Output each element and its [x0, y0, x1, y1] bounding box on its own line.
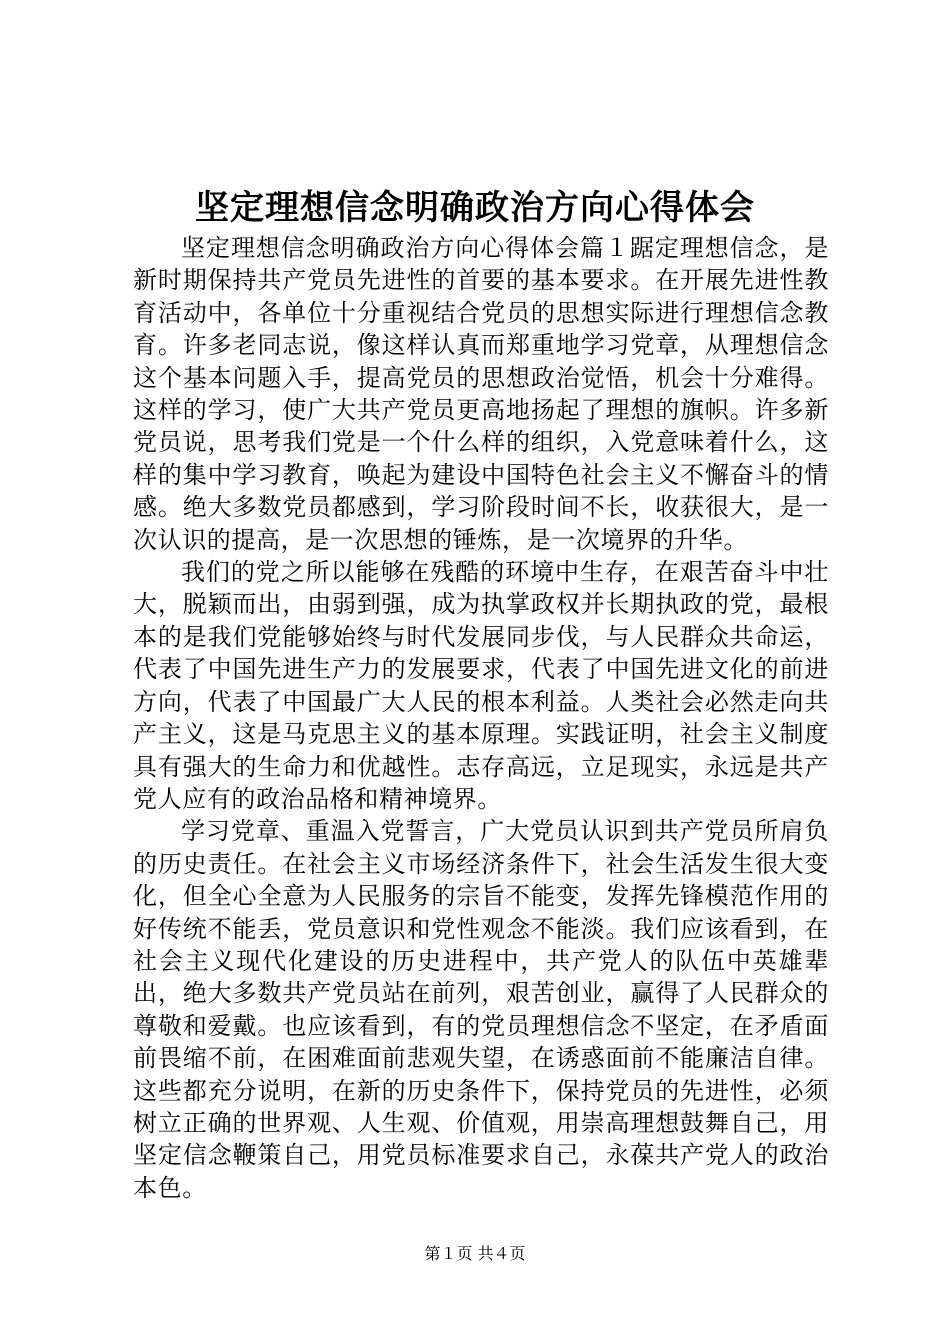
paragraph-2: 我们的党之所以能够在残酷的环境中生存，在艰苦奋斗中壮大，脱颖而出，由弱到强，成为执掌政权并长期执政的党，最根本的是我们党能够始终与时代发展同步伐，与人民群众共命运，代表了中国先进生产力的发展要求，代表了中国先进文化的前进方向，代表了中国最广大人民的根本利益。人类社会必然走向共产主义，这是马克思主义的基本原理。实践证明，社会主义制度具有强大的生命力和优越性。志存高远，立足现实，永远是共产党人应有的政治品格和精神境界。 [133, 558, 829, 813]
document-title: 坚定理想信念明确政治方向心得体会 [195, 188, 755, 228]
paragraph-1: 坚定理想信念明确政治方向心得体会篇１踞定理想信念，是新时期保持共产党员先进性的首要的基本要求。在开展先进性教育活动中，各单位十分重视结合党员的思想实际进行理想信念教育。许多老同志说，像这样认真而郑重地学习党章，从理想信念这个基本问题入手，提高党员的思想政治觉悟，机会十分难得。这样的学习，使广大共产党员更高地扬起了理想的旗帜。许多新党员说，思考我们党是一个什么样的组织，入党意味着什么，这样的集中学习教育，唤起为建设中国特色社会主义不懈奋斗的情感。绝大多数党员都感到，学习阶段时间不长，收获很大，是一次认识的提高，是一次思想的锤炼，是一次境界的升华。 [133, 234, 829, 554]
page-number-footer: 第１页 共４页 [424, 1244, 526, 1263]
document-body [133, 232, 829, 1204]
paragraph-3: 学习党章、重温入党誓言，广大党员认识到共产党员所肩负的历史责任。在社会主义市场经济条件下，社会生活发生很大变化，但全心全意为人民服务的宗旨不能变，发挥先锋模范作用的好传统不能丢，党员意识和党性观念不能淡。我们应该看到，在社会主义现代化建设的历史进程中，共产党人的队伍中英雄辈出，绝大多数共产党员站在前列，艰苦创业，赢得了人民群众的尊敬和爱戴。也应该看到，有的党员理想信念不坚定，在矛盾面前畏缩不前，在困难面前悲观失望，在诱惑面前不能廉洁自律。这些都充分说明，在新的历史条件下，保持党员的先进性，必须树立正确的世界观、人生观、价值观，用崇高理想鼓舞自己，用坚定信念鞭策自己，用党员标准要求自己，永葆共产党人的政治本色。 [133, 817, 829, 1202]
